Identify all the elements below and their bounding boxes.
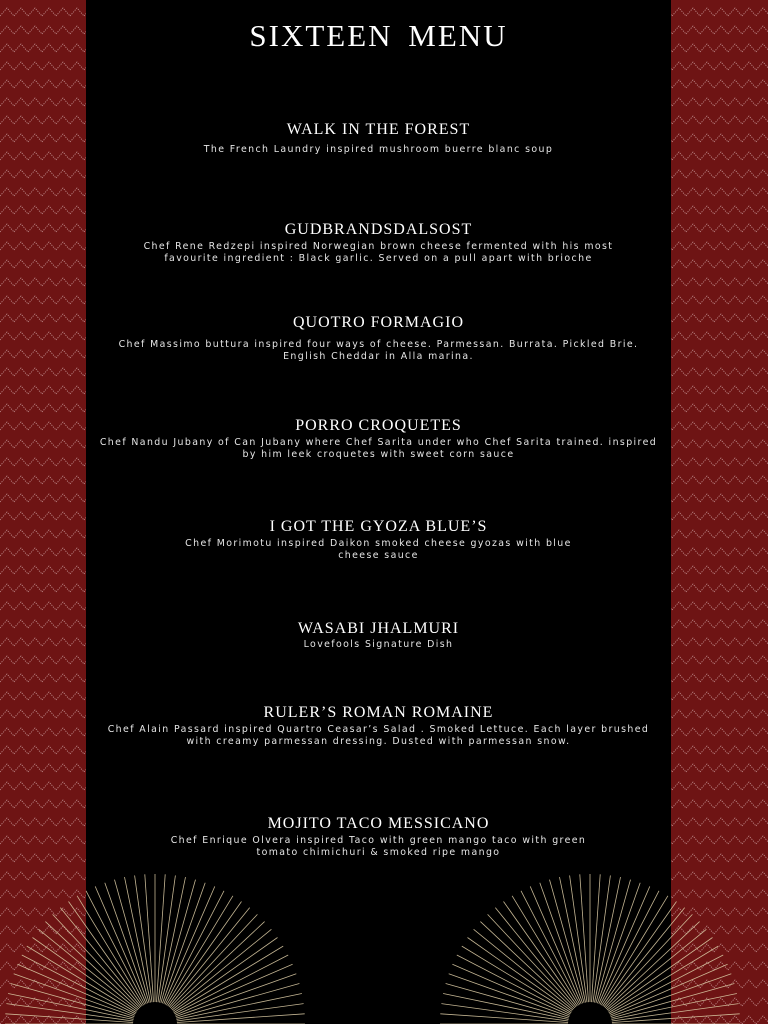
menu-item — [86, 703, 671, 748]
menu-item-name: PORRO CROQUETES — [295, 417, 462, 434]
menu-item — [86, 220, 671, 265]
menu-item-name: GUDBRANDSDALSOST — [284, 221, 473, 238]
menu-item — [86, 416, 671, 461]
menu-item-description: Chef Rene Redzepi inspired Norwegian brown cheese fermented with his most favourite ingredient : Black garlic. Served on a pull apart with brioche — [143, 241, 614, 264]
menu-item-description: The French Laundry inspired mushroom buerre blanc soup — [203, 144, 554, 155]
menu-panel — [86, 0, 671, 1024]
menu-item-name: RULER’S ROMAN ROMAINE — [263, 704, 494, 721]
menu-item-name: WALK IN THE FOREST — [286, 121, 471, 138]
menu-item-name: WASABI JHALMURI — [297, 620, 460, 637]
menu-item-name: QUOTRO FORMAGIO — [292, 314, 464, 331]
menu-title: SIXTEEN MENU — [249, 18, 508, 53]
menu-item — [86, 814, 671, 859]
menu-item-description: Chef Massimo buttura inspired four ways of cheese. Parmessan. Burrata. Pickled Brie. English Cheddar in Alla marina. — [118, 339, 639, 362]
menu-item-description: Chef Morimotu inspired Daikon smoked cheese gyozas with blue cheese sauce — [185, 538, 572, 561]
menu-item — [86, 619, 671, 651]
menu-item-description: Lovefools Signature Dish — [303, 639, 454, 650]
menu-item-description: Chef Nandu Jubany of Can Jubany where Chef Sarita under who Chef Sarita trained. inspired by him leek croquetes with sweet corn sauce — [99, 437, 658, 460]
menu-item-name: I GOT THE GYOZA BLUE’S — [269, 518, 488, 535]
menu-item — [86, 120, 671, 156]
menu-item-name: MOJITO TACO MESSICANO — [267, 815, 490, 832]
menu-item — [86, 313, 671, 363]
menu-item — [86, 517, 671, 562]
menu-item-description: Chef Enrique Olvera inspired Taco with green mango taco with green tomato chimichuri & smoked ripe mango — [170, 835, 587, 858]
menu-item-description: Chef Alain Passard inspired Quartro Ceasar’s Salad . Smoked Lettuce. Each layer brushed with creamy parmessan dressing. Dusted with parmessan snow. — [107, 724, 650, 747]
